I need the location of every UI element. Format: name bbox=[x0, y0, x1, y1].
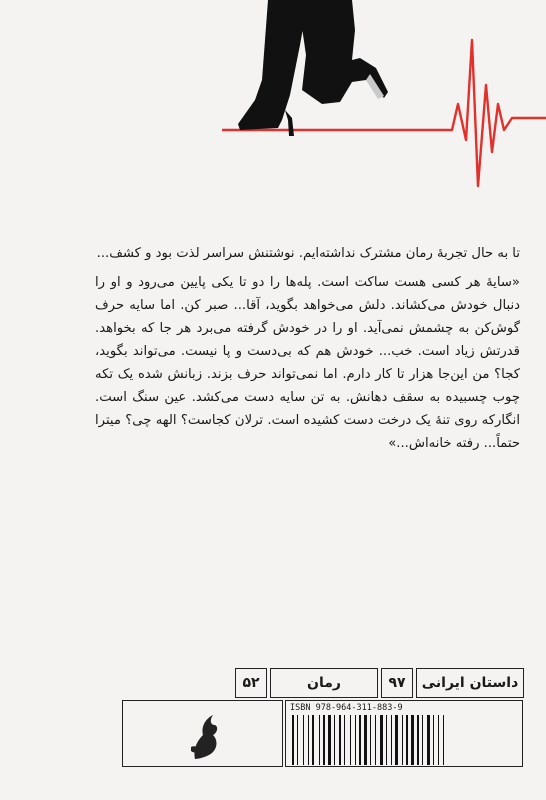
isbn-barcode bbox=[285, 700, 523, 767]
isbn-text: ISBN 978-964-311-883-9 bbox=[290, 703, 403, 713]
barcode-bar bbox=[344, 715, 345, 765]
barcode-bar bbox=[375, 715, 376, 765]
barcode-bar bbox=[339, 715, 341, 765]
barcode-bar bbox=[308, 715, 309, 765]
genre-label: رمان bbox=[270, 668, 378, 698]
barcode-bar bbox=[402, 715, 403, 765]
cover-illustration bbox=[0, 0, 546, 215]
excerpt-text: «سایۀ هر کسی هست ساکت است. پله‌ها را دو تا یکی پایین می‌رود و او را دنبال خودش می‌کشاند. دلش می‌خواهد بگوید، آقا... صبر کن. اما سایه حرف گوش‌کن به چشمش نمی‌آید. او را در خودش گرفته می‌برد هر جا که بخواهد. قدرتش زیاد است. خب... خودش هم که بی‌دست و پا نیست. می‌تواند بگوید، کجا؟ من این‌جا هزار تا کار دارم. اما نمی‌تواند حرف بزند. زبانش شده یک تکه چوب چسبیده به سقف دهانش. به تن سایه دست می‌کشد. عین سنگ است. انگارکه روی تنۀ یک درخت دست کشیده است. ترلان کجاست؟ الهه چی؟ میترا حتماً... رفته خانه‌اش...» bbox=[95, 275, 520, 451]
intro-text: تا به حال تجربۀ رمان مشترک نداشته‌ایم. نوشتنش سراسر لذت بود و کشف... bbox=[96, 246, 520, 261]
barcode-bar bbox=[328, 715, 331, 765]
barcode-bar bbox=[350, 715, 351, 765]
horse-logo-icon bbox=[123, 701, 284, 768]
barcode-bars bbox=[292, 715, 518, 765]
back-cover-blurb bbox=[95, 242, 520, 455]
series-name: داستان ایرانی bbox=[416, 668, 524, 698]
barcode-bar bbox=[438, 715, 439, 765]
barcode-bar bbox=[364, 715, 367, 765]
barcode-bar bbox=[386, 715, 387, 765]
barcode-bar bbox=[297, 715, 298, 765]
left-boot bbox=[238, 0, 308, 136]
barcode-bar bbox=[323, 715, 325, 765]
barcode-bar bbox=[395, 715, 398, 765]
barcode-bar bbox=[417, 715, 419, 765]
series-number: ۹۷ bbox=[381, 668, 413, 698]
barcode-bar bbox=[303, 715, 304, 765]
barcode-bar bbox=[292, 715, 294, 765]
barcode-bar bbox=[370, 715, 371, 765]
barcode-bar bbox=[422, 715, 423, 765]
barcode-bar bbox=[319, 715, 320, 765]
barcode-bar bbox=[411, 715, 414, 765]
barcode-bar bbox=[355, 715, 356, 765]
barcode-bar bbox=[433, 715, 434, 765]
barcode-bar bbox=[359, 715, 361, 765]
barcode-bar bbox=[391, 715, 392, 765]
barcode-bar bbox=[406, 715, 408, 765]
barcode-bar bbox=[334, 715, 335, 765]
barcode-bar bbox=[427, 715, 430, 765]
barcode-bar bbox=[312, 715, 314, 765]
right-boot bbox=[298, 0, 388, 104]
publisher-logo-box bbox=[122, 700, 283, 767]
barcode-bar bbox=[380, 715, 383, 765]
series-info-row bbox=[122, 668, 524, 698]
barcode-bar bbox=[443, 715, 444, 765]
genre-number: ۵۲ bbox=[235, 668, 267, 698]
